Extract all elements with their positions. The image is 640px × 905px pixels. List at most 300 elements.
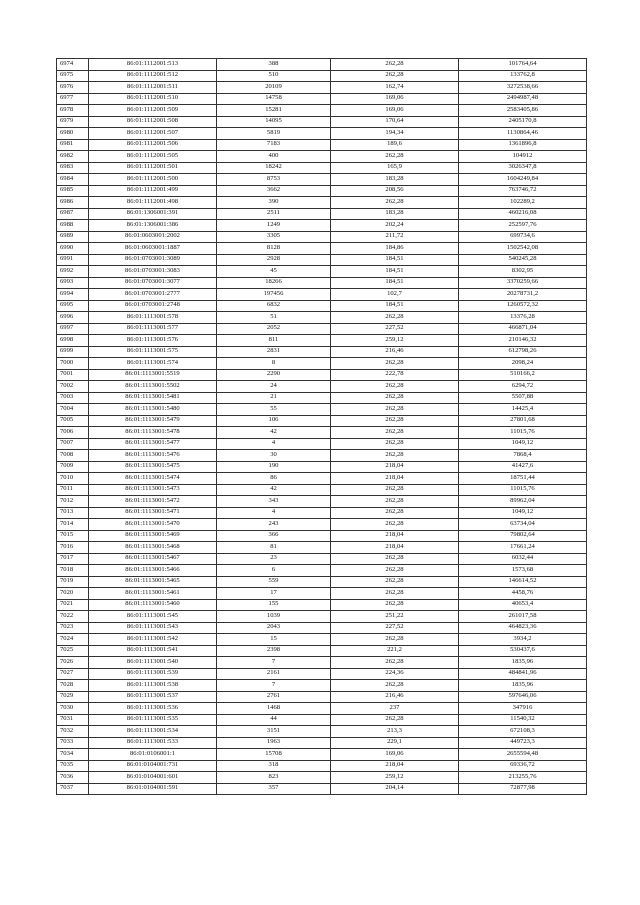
cadastral-number-cell: 86:01:1113001:538 <box>89 680 217 692</box>
specific-value-cell: 216,46 <box>331 691 459 703</box>
specific-value-cell: 262,28 <box>331 484 459 496</box>
cadastral-number-cell: 86:01:1113001:545 <box>89 611 217 623</box>
specific-value-cell: 227,52 <box>331 323 459 335</box>
cadastral-number-cell: 86:01:1113001:5479 <box>89 415 217 427</box>
cadastral-value-cell: 1130864,46 <box>459 128 587 140</box>
specific-value-cell: 183,28 <box>331 208 459 220</box>
cadastral-value-cell: 27801,68 <box>459 415 587 427</box>
row-number-cell: 7013 <box>57 507 89 519</box>
area-cell: 30 <box>217 450 331 462</box>
cadastral-value-cell: 8302,95 <box>459 266 587 278</box>
table-row <box>57 335 587 347</box>
cadastral-value-cell: 1604249,84 <box>459 174 587 186</box>
table-row <box>57 82 587 94</box>
area-cell: 2761 <box>217 691 331 703</box>
specific-value-cell: 262,28 <box>331 553 459 565</box>
cadastral-number-cell: 86:01:1113001:574 <box>89 358 217 370</box>
cadastral-value-cell: 1049,12 <box>459 438 587 450</box>
row-number-cell: 7005 <box>57 415 89 427</box>
specific-value-cell: 169,06 <box>331 105 459 117</box>
cadastral-value-cell: 63734,04 <box>459 519 587 531</box>
area-cell: 190 <box>217 461 331 473</box>
cadastral-number-cell: 86:01:1113001:539 <box>89 668 217 680</box>
specific-value-cell: 222,78 <box>331 369 459 381</box>
cadastral-value-cell: 210146,32 <box>459 335 587 347</box>
table-row <box>57 530 587 542</box>
specific-value-cell: 184,51 <box>331 277 459 289</box>
cadastral-value-cell: 484841,96 <box>459 668 587 680</box>
cadastral-number-cell: 86:01:1113001:5473 <box>89 484 217 496</box>
specific-value-cell: 262,28 <box>331 496 459 508</box>
cadastral-value-cell: 79802,64 <box>459 530 587 542</box>
row-number-cell: 6991 <box>57 254 89 266</box>
specific-value-cell: 262,28 <box>331 599 459 611</box>
table-row <box>57 404 587 416</box>
table-row <box>57 611 587 623</box>
row-number-cell: 7036 <box>57 772 89 784</box>
table-row <box>57 726 587 738</box>
table-row <box>57 668 587 680</box>
area-cell: 2398 <box>217 645 331 657</box>
row-number-cell: 7019 <box>57 576 89 588</box>
cadastral-value-cell: 40653,4 <box>459 599 587 611</box>
cadastral-number-cell: 86:01:1306001:391 <box>89 208 217 220</box>
cadastral-number-cell: 86:01:1113001:533 <box>89 737 217 749</box>
area-cell: 510 <box>217 70 331 82</box>
area-cell: 20109 <box>217 82 331 94</box>
row-number-cell: 7012 <box>57 496 89 508</box>
area-cell: 823 <box>217 772 331 784</box>
table-row <box>57 507 587 519</box>
row-number-cell: 6993 <box>57 277 89 289</box>
specific-value-cell: 262,28 <box>331 392 459 404</box>
specific-value-cell: 262,28 <box>331 507 459 519</box>
cadastral-number-cell: 86:01:1306001:386 <box>89 220 217 232</box>
cadastral-number-cell: 86:01:1113001:577 <box>89 323 217 335</box>
area-cell: 14758 <box>217 93 331 105</box>
table-row <box>57 450 587 462</box>
row-number-cell: 7016 <box>57 542 89 554</box>
cadastral-value-cell: 672108,3 <box>459 726 587 738</box>
table-row <box>57 714 587 726</box>
specific-value-cell: 184,86 <box>331 243 459 255</box>
cadastral-value-cell: 69336,72 <box>459 760 587 772</box>
row-number-cell: 6986 <box>57 197 89 209</box>
row-number-cell: 7026 <box>57 657 89 669</box>
table-row <box>57 634 587 646</box>
area-cell: 811 <box>217 335 331 347</box>
cadastral-value-cell: 146614,52 <box>459 576 587 588</box>
cadastral-value-cell: 72877,98 <box>459 783 587 795</box>
table-row <box>57 588 587 600</box>
table-row <box>57 174 587 186</box>
row-number-cell: 7029 <box>57 691 89 703</box>
specific-value-cell: 259,12 <box>331 335 459 347</box>
table-body <box>57 59 587 795</box>
row-number-cell: 7004 <box>57 404 89 416</box>
cadastral-number-cell: 86:01:1112001:505 <box>89 151 217 163</box>
specific-value-cell: 262,28 <box>331 565 459 577</box>
specific-value-cell: 162,74 <box>331 82 459 94</box>
specific-value-cell: 262,28 <box>331 415 459 427</box>
area-cell: 42 <box>217 427 331 439</box>
specific-value-cell: 262,28 <box>331 312 459 324</box>
cadastral-number-cell: 86:01:1113001:5502 <box>89 381 217 393</box>
row-number-cell: 7023 <box>57 622 89 634</box>
cadastral-number-cell: 86:01:0703001:3077 <box>89 277 217 289</box>
area-cell: 400 <box>217 151 331 163</box>
area-cell: 197456 <box>217 289 331 301</box>
specific-value-cell: 169,06 <box>331 93 459 105</box>
cadastral-number-cell: 86:01:0104001:591 <box>89 783 217 795</box>
area-cell: 388 <box>217 59 331 71</box>
cadastral-value-cell: 449723,3 <box>459 737 587 749</box>
specific-value-cell: 262,28 <box>331 634 459 646</box>
cadastral-value-cell: 612798,26 <box>459 346 587 358</box>
cadastral-number-cell: 86:01:1112001:499 <box>89 185 217 197</box>
specific-value-cell: 262,28 <box>331 70 459 82</box>
row-number-cell: 7035 <box>57 760 89 772</box>
cadastral-number-cell: 86:01:1113001:541 <box>89 645 217 657</box>
cadastral-number-cell: 86:01:1113001:5478 <box>89 427 217 439</box>
cadastral-number-cell: 86:01:1113001:5461 <box>89 588 217 600</box>
specific-value-cell: 218,04 <box>331 542 459 554</box>
specific-value-cell: 262,28 <box>331 450 459 462</box>
area-cell: 86 <box>217 473 331 485</box>
cadastral-number-cell: 86:01:1112001:506 <box>89 139 217 151</box>
row-number-cell: 6994 <box>57 289 89 301</box>
cadastral-value-cell: 597646,06 <box>459 691 587 703</box>
specific-value-cell: 262,28 <box>331 588 459 600</box>
table-row <box>57 473 587 485</box>
area-cell: 8128 <box>217 243 331 255</box>
cadastral-value-cell: 3370259,66 <box>459 277 587 289</box>
table-row <box>57 496 587 508</box>
row-number-cell: 7000 <box>57 358 89 370</box>
cadastral-value-cell: 1573,68 <box>459 565 587 577</box>
area-cell: 559 <box>217 576 331 588</box>
cadastral-number-cell: 86:01:1112001:508 <box>89 116 217 128</box>
cadastral-number-cell: 86:01:1113001:536 <box>89 703 217 715</box>
cadastral-value-cell: 530437,6 <box>459 645 587 657</box>
cadastral-number-cell: 86:01:0106001:1 <box>89 749 217 761</box>
area-cell: 2831 <box>217 346 331 358</box>
table-row <box>57 70 587 82</box>
specific-value-cell: 227,52 <box>331 622 459 634</box>
cadastral-number-cell: 86:01:1113001:576 <box>89 335 217 347</box>
cadastral-value-cell: 2583405,86 <box>459 105 587 117</box>
row-number-cell: 6999 <box>57 346 89 358</box>
table-row <box>57 576 587 588</box>
cadastral-value-cell: 41427,6 <box>459 461 587 473</box>
cadastral-number-cell: 86:01:1113001:5465 <box>89 576 217 588</box>
specific-value-cell: 262,28 <box>331 358 459 370</box>
specific-value-cell: 184,51 <box>331 254 459 266</box>
row-number-cell: 7020 <box>57 588 89 600</box>
table-row <box>57 772 587 784</box>
cadastral-value-cell: 252597,76 <box>459 220 587 232</box>
table-row <box>57 243 587 255</box>
table-row <box>57 427 587 439</box>
cadastral-value-cell: 14425,4 <box>459 404 587 416</box>
cadastral-number-cell: 86:01:1113001:540 <box>89 657 217 669</box>
specific-value-cell: 165,9 <box>331 162 459 174</box>
cadastral-number-cell: 86:01:1113001:5519 <box>89 369 217 381</box>
table-row <box>57 749 587 761</box>
area-cell: 15708 <box>217 749 331 761</box>
row-number-cell: 7031 <box>57 714 89 726</box>
cadastral-number-cell: 86:01:1113001:5469 <box>89 530 217 542</box>
specific-value-cell: 262,28 <box>331 59 459 71</box>
row-number-cell: 7030 <box>57 703 89 715</box>
specific-value-cell: 218,04 <box>331 760 459 772</box>
area-cell: 357 <box>217 783 331 795</box>
cadastral-value-cell: 1049,12 <box>459 507 587 519</box>
specific-value-cell: 213,3 <box>331 726 459 738</box>
table-row <box>57 657 587 669</box>
row-number-cell: 6996 <box>57 312 89 324</box>
specific-value-cell: 189,6 <box>331 139 459 151</box>
table-row <box>57 151 587 163</box>
cadastral-number-cell: 86:01:1112001:511 <box>89 82 217 94</box>
cadastral-value-cell: 261017,58 <box>459 611 587 623</box>
cadastral-number-cell: 86:01:1112001:498 <box>89 197 217 209</box>
area-cell: 1039 <box>217 611 331 623</box>
cadastral-value-cell: 699734,6 <box>459 231 587 243</box>
cadastral-value-cell: 13376,28 <box>459 312 587 324</box>
area-cell: 1249 <box>217 220 331 232</box>
row-number-cell: 6981 <box>57 139 89 151</box>
table-row <box>57 645 587 657</box>
cadastral-number-cell: 86:01:1112001:501 <box>89 162 217 174</box>
cadastral-number-cell: 86:01:1113001:5474 <box>89 473 217 485</box>
row-number-cell: 7014 <box>57 519 89 531</box>
row-number-cell: 6979 <box>57 116 89 128</box>
area-cell: 318 <box>217 760 331 772</box>
table-row <box>57 105 587 117</box>
row-number-cell: 7006 <box>57 427 89 439</box>
table-row <box>57 553 587 565</box>
specific-value-cell: 262,28 <box>331 680 459 692</box>
cadastral-value-cell: 6294,72 <box>459 381 587 393</box>
table-row <box>57 369 587 381</box>
row-number-cell: 6998 <box>57 335 89 347</box>
row-number-cell: 7001 <box>57 369 89 381</box>
cadastral-value-cell: 1835,96 <box>459 657 587 669</box>
table-row <box>57 358 587 370</box>
cadastral-value-cell: 2098,24 <box>459 358 587 370</box>
cadastral-value-cell: 11540,32 <box>459 714 587 726</box>
cadastral-number-cell: 86:01:1113001:578 <box>89 312 217 324</box>
cadastral-value-cell: 7868,4 <box>459 450 587 462</box>
cadastral-number-cell: 86:01:1112001:507 <box>89 128 217 140</box>
row-number-cell: 7021 <box>57 599 89 611</box>
specific-value-cell: 221,2 <box>331 645 459 657</box>
table-row <box>57 381 587 393</box>
cadastral-number-cell: 86:01:0104001:731 <box>89 760 217 772</box>
cadastral-value-cell: 1502542,08 <box>459 243 587 255</box>
area-cell: 2290 <box>217 369 331 381</box>
cadastral-number-cell: 86:01:1113001:5466 <box>89 565 217 577</box>
specific-value-cell: 184,51 <box>331 300 459 312</box>
area-cell: 55 <box>217 404 331 416</box>
row-number-cell: 7025 <box>57 645 89 657</box>
cadastral-number-cell: 86:01:0703001:3083 <box>89 266 217 278</box>
cadastral-value-cell: 6032,44 <box>459 553 587 565</box>
area-cell: 6832 <box>217 300 331 312</box>
area-cell: 366 <box>217 530 331 542</box>
area-cell: 7183 <box>217 139 331 151</box>
specific-value-cell: 229,1 <box>331 737 459 749</box>
area-cell: 15281 <box>217 105 331 117</box>
row-number-cell: 6997 <box>57 323 89 335</box>
row-number-cell: 7028 <box>57 680 89 692</box>
cadastral-number-cell: 86:01:1113001:542 <box>89 634 217 646</box>
area-cell: 23 <box>217 553 331 565</box>
table-row <box>57 599 587 611</box>
cadastral-number-cell: 86:01:1113001:5471 <box>89 507 217 519</box>
table-row <box>57 691 587 703</box>
cadastral-number-cell: 86:01:1113001:5477 <box>89 438 217 450</box>
cadastral-value-table <box>56 58 587 795</box>
area-cell: 14095 <box>217 116 331 128</box>
area-cell: 21 <box>217 392 331 404</box>
cadastral-number-cell: 86:01:0603001:1887 <box>89 243 217 255</box>
table-row <box>57 622 587 634</box>
cadastral-number-cell: 86:01:0603001:2002 <box>89 231 217 243</box>
area-cell: 17 <box>217 588 331 600</box>
area-cell: 3305 <box>217 231 331 243</box>
area-cell: 1963 <box>217 737 331 749</box>
specific-value-cell: 218,04 <box>331 461 459 473</box>
area-cell: 2052 <box>217 323 331 335</box>
area-cell: 45 <box>217 266 331 278</box>
row-number-cell: 6974 <box>57 59 89 71</box>
area-cell: 18266 <box>217 277 331 289</box>
cadastral-value-cell: 20278731,2 <box>459 289 587 301</box>
specific-value-cell: 262,28 <box>331 151 459 163</box>
cadastral-number-cell: 86:01:1113001:575 <box>89 346 217 358</box>
table-row <box>57 703 587 715</box>
specific-value-cell: 259,12 <box>331 772 459 784</box>
cadastral-number-cell: 86:01:1113001:5481 <box>89 392 217 404</box>
cadastral-number-cell: 86:01:1113001:543 <box>89 622 217 634</box>
row-number-cell: 7003 <box>57 392 89 404</box>
table-row <box>57 438 587 450</box>
row-number-cell: 7034 <box>57 749 89 761</box>
cadastral-value-cell: 460216,08 <box>459 208 587 220</box>
specific-value-cell: 262,28 <box>331 714 459 726</box>
cadastral-number-cell: 86:01:1112001:513 <box>89 59 217 71</box>
row-number-cell: 7002 <box>57 381 89 393</box>
specific-value-cell: 262,28 <box>331 404 459 416</box>
cadastral-value-cell: 3026347,8 <box>459 162 587 174</box>
table-row <box>57 197 587 209</box>
row-number-cell: 6975 <box>57 70 89 82</box>
cadastral-number-cell: 86:01:0703001:2777 <box>89 289 217 301</box>
row-number-cell: 7033 <box>57 737 89 749</box>
row-number-cell: 7009 <box>57 461 89 473</box>
area-cell: 243 <box>217 519 331 531</box>
cadastral-value-cell: 3272538,66 <box>459 82 587 94</box>
area-cell: 2043 <box>217 622 331 634</box>
table-row <box>57 461 587 473</box>
cadastral-value-cell: 102289,2 <box>459 197 587 209</box>
area-cell: 24 <box>217 381 331 393</box>
cadastral-value-cell: 11015,76 <box>459 427 587 439</box>
specific-value-cell: 218,04 <box>331 530 459 542</box>
cadastral-value-cell: 1835,96 <box>459 680 587 692</box>
cadastral-value-cell: 133762,8 <box>459 70 587 82</box>
table-row <box>57 59 587 71</box>
table-row <box>57 231 587 243</box>
cadastral-number-cell: 86:01:1113001:5472 <box>89 496 217 508</box>
table-row <box>57 266 587 278</box>
table-row <box>57 323 587 335</box>
specific-value-cell: 169,06 <box>331 749 459 761</box>
row-number-cell: 6977 <box>57 93 89 105</box>
row-number-cell: 7024 <box>57 634 89 646</box>
specific-value-cell: 218,04 <box>331 473 459 485</box>
area-cell: 81 <box>217 542 331 554</box>
row-number-cell: 7027 <box>57 668 89 680</box>
cadastral-value-cell: 763746,72 <box>459 185 587 197</box>
table-row <box>57 680 587 692</box>
specific-value-cell: 184,51 <box>331 266 459 278</box>
row-number-cell: 7018 <box>57 565 89 577</box>
cadastral-number-cell: 86:01:1113001:5476 <box>89 450 217 462</box>
specific-value-cell: 237 <box>331 703 459 715</box>
cadastral-value-cell: 89962,04 <box>459 496 587 508</box>
row-number-cell: 6980 <box>57 128 89 140</box>
cadastral-value-cell: 2494987,48 <box>459 93 587 105</box>
row-number-cell: 7010 <box>57 473 89 485</box>
specific-value-cell: 183,28 <box>331 174 459 186</box>
row-number-cell: 6978 <box>57 105 89 117</box>
specific-value-cell: 170,64 <box>331 116 459 128</box>
area-cell: 106 <box>217 415 331 427</box>
row-number-cell: 7015 <box>57 530 89 542</box>
row-number-cell: 6982 <box>57 151 89 163</box>
cadastral-number-cell: 86:01:1113001:5467 <box>89 553 217 565</box>
cadastral-value-cell: 1260572,32 <box>459 300 587 312</box>
cadastral-number-cell: 86:01:1112001:512 <box>89 70 217 82</box>
cadastral-value-cell: 104912 <box>459 151 587 163</box>
cadastral-value-cell: 540245,28 <box>459 254 587 266</box>
cadastral-value-cell: 2405170,8 <box>459 116 587 128</box>
cadastral-number-cell: 86:01:1113001:5470 <box>89 519 217 531</box>
row-number-cell: 6990 <box>57 243 89 255</box>
row-number-cell: 7017 <box>57 553 89 565</box>
area-cell: 390 <box>217 197 331 209</box>
table-row <box>57 254 587 266</box>
row-number-cell: 7008 <box>57 450 89 462</box>
area-cell: 42 <box>217 484 331 496</box>
cadastral-number-cell: 86:01:1112001:500 <box>89 174 217 186</box>
specific-value-cell: 262,28 <box>331 519 459 531</box>
area-cell: 6 <box>217 565 331 577</box>
specific-value-cell: 202,24 <box>331 220 459 232</box>
table-row <box>57 484 587 496</box>
row-number-cell: 6984 <box>57 174 89 186</box>
cadastral-number-cell: 86:01:1113001:5460 <box>89 599 217 611</box>
cadastral-value-cell: 17661,24 <box>459 542 587 554</box>
area-cell: 343 <box>217 496 331 508</box>
specific-value-cell: 251,22 <box>331 611 459 623</box>
row-number-cell: 6987 <box>57 208 89 220</box>
table-row <box>57 208 587 220</box>
row-number-cell: 6985 <box>57 185 89 197</box>
